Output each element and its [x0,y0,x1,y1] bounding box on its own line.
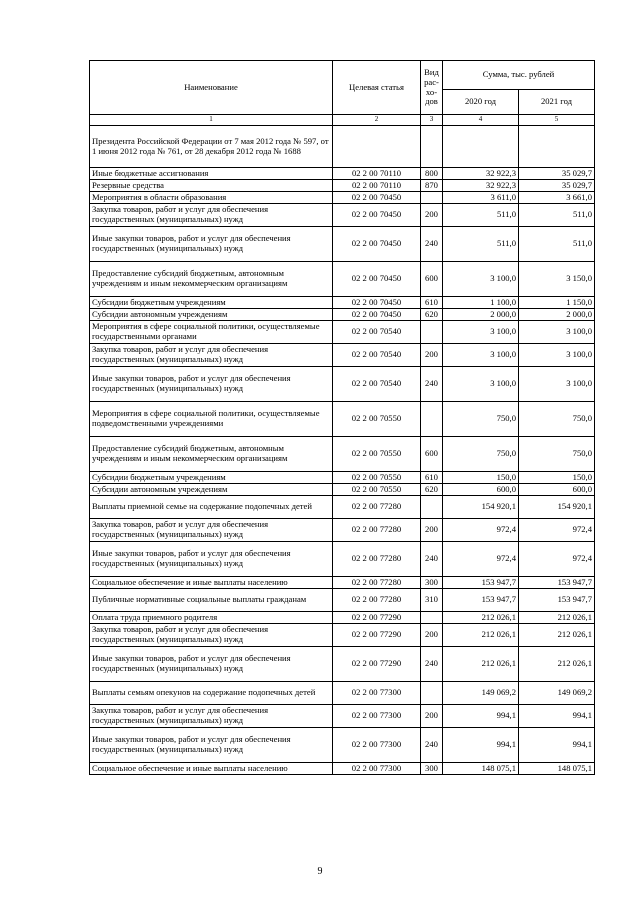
row-amount-2021-cell: 212 026,1 [519,624,595,647]
table-row [90,682,595,705]
row-amount-2021-cell: 1 150,0 [519,297,595,309]
column-number-row [90,115,595,126]
row-name-cell: Иные закупки товаров, работ и услуг для обеспечения государственных (муниципальных) нужд [90,728,333,763]
row-name-cell: Субсидии бюджетным учреждениям [90,297,333,309]
row-amount-2020-cell: 972,4 [443,519,519,542]
table-row [90,484,595,496]
row-amount-2020-cell: 750,0 [443,402,519,437]
row-expense-type-cell: 240 [421,728,443,763]
row-name-cell: Социальное обеспечение и иные выплаты населению [90,577,333,589]
row-target-article-cell: 02 2 00 70450 [333,204,421,227]
row-expense-type-cell: 240 [421,542,443,577]
row-expense-type-cell: 200 [421,624,443,647]
table-row [90,647,595,682]
row-amount-2020-cell: 153 947,7 [443,577,519,589]
row-name-cell: Мероприятия в сфере социальной политики, осуществляемые государственными органами [90,321,333,344]
row-expense-type-cell [421,612,443,624]
row-name-cell: Субсидии бюджетным учреждениям [90,472,333,484]
table-row [90,542,595,577]
row-amount-2020-cell: 3 611,0 [443,192,519,204]
table-row [90,728,595,763]
row-expense-type-cell: 240 [421,227,443,262]
row-amount-2020-cell: 3 100,0 [443,262,519,297]
row-amount-2021-cell: 153 947,7 [519,589,595,612]
table-row [90,577,595,589]
row-amount-2020-cell: 32 922,3 [443,168,519,180]
row-amount-2021-cell: 600,0 [519,484,595,496]
row-amount-2020-cell: 1 100,0 [443,297,519,309]
table-body [90,126,595,775]
row-amount-2021-cell: 994,1 [519,728,595,763]
row-target-article-cell: 02 2 00 70450 [333,309,421,321]
row-amount-2020-cell: 3 100,0 [443,344,519,367]
row-amount-2020-cell: 972,4 [443,542,519,577]
row-target-article-cell: 02 2 00 70110 [333,180,421,192]
row-name-cell: Закупка товаров, работ и услуг для обеспечения государственных (муниципальных) нужд [90,624,333,647]
row-expense-type-cell: 240 [421,367,443,402]
row-name-cell: Закупка товаров, работ и услуг для обеспечения государственных (муниципальных) нужд [90,705,333,728]
row-name-cell: Предоставление субсидий бюджетным, автономным учреждениям и иным некоммерческим организациям [90,437,333,472]
table-row [90,297,595,309]
table-row [90,763,595,775]
row-amount-2021-cell: 994,1 [519,705,595,728]
row-name-cell: Иные закупки товаров, работ и услуг для обеспечения государственных (муниципальных) нужд [90,367,333,402]
row-amount-2020-cell: 994,1 [443,705,519,728]
table-row [90,624,595,647]
row-amount-2021-cell: 153 947,7 [519,577,595,589]
row-amount-2021-cell: 3 100,0 [519,321,595,344]
row-amount-2020-cell: 153 947,7 [443,589,519,612]
row-target-article-cell: 02 2 00 70540 [333,367,421,402]
row-amount-2021-cell: 3 150,0 [519,262,595,297]
row-amount-2021-cell: 3 100,0 [519,367,595,402]
row-target-article-cell: 02 2 00 77280 [333,542,421,577]
row-amount-2021-cell: 2 000,0 [519,309,595,321]
row-amount-2021-cell: 154 920,1 [519,496,595,519]
row-name-cell: Президента Российской Федерации от 7 мая 2012 года № 597, от 1 июня 2012 года № 761, от 28 декабря 2012 года № 1688 [90,126,333,168]
row-expense-type-cell: 300 [421,763,443,775]
table-row [90,204,595,227]
row-expense-type-cell: 870 [421,180,443,192]
row-expense-type-cell: 200 [421,344,443,367]
row-amount-2020-cell: 511,0 [443,227,519,262]
row-amount-2021-cell: 150,0 [519,472,595,484]
row-expense-type-cell: 800 [421,168,443,180]
header-year-2021: 2021 год [519,90,595,115]
row-expense-type-cell: 600 [421,262,443,297]
row-expense-type-cell: 620 [421,309,443,321]
row-name-cell: Закупка товаров, работ и услуг для обеспечения государственных (муниципальных) нужд [90,344,333,367]
row-target-article-cell: 02 2 00 70450 [333,297,421,309]
row-target-article-cell: 02 2 00 77300 [333,682,421,705]
row-target-article-cell: 02 2 00 70450 [333,227,421,262]
row-name-cell: Предоставление субсидий бюджетным, автономным учреждениям и иным некоммерческим организациям [90,262,333,297]
column-number: 1 [90,115,333,126]
row-expense-type-cell [421,682,443,705]
table-row [90,589,595,612]
row-name-cell: Публичные нормативные социальные выплаты гражданам [90,589,333,612]
row-expense-type-cell [421,402,443,437]
table-row [90,612,595,624]
row-amount-2021-cell: 148 075,1 [519,763,595,775]
row-target-article-cell: 02 2 00 70550 [333,437,421,472]
column-number: 3 [421,115,443,126]
header-expense-type: Вид рас- хо- дов [421,61,443,115]
header-sum: Сумма, тыс. рублей [443,61,595,90]
row-expense-type-cell [421,321,443,344]
row-name-cell: Выплаты семьям опекунов на содержание подопечных детей [90,682,333,705]
row-target-article-cell: 02 2 00 77290 [333,612,421,624]
row-amount-2020-cell: 32 922,3 [443,180,519,192]
row-expense-type-cell: 300 [421,577,443,589]
row-target-article-cell: 02 2 00 70450 [333,262,421,297]
row-expense-type-cell: 310 [421,589,443,612]
row-target-article-cell: 02 2 00 77280 [333,577,421,589]
row-amount-2020-cell: 212 026,1 [443,612,519,624]
table-row [90,496,595,519]
row-amount-2020-cell: 994,1 [443,728,519,763]
row-amount-2021-cell: 212 026,1 [519,612,595,624]
row-target-article-cell [333,126,421,168]
row-name-cell: Иные закупки товаров, работ и услуг для обеспечения государственных (муниципальных) нужд [90,542,333,577]
row-amount-2021-cell: 511,0 [519,204,595,227]
row-target-article-cell: 02 2 00 70450 [333,192,421,204]
row-target-article-cell: 02 2 00 70550 [333,402,421,437]
row-expense-type-cell: 610 [421,472,443,484]
row-name-cell: Оплата труда приемного родителя [90,612,333,624]
row-name-cell: Иные закупки товаров, работ и услуг для обеспечения государственных (муниципальных) нужд [90,227,333,262]
table-row [90,367,595,402]
row-name-cell: Закупка товаров, работ и услуг для обеспечения государственных (муниципальных) нужд [90,204,333,227]
row-amount-2021-cell: 972,4 [519,519,595,542]
table-row [90,705,595,728]
row-name-cell: Субсидии автономным учреждениям [90,309,333,321]
row-name-cell: Иные закупки товаров, работ и услуг для обеспечения государственных (муниципальных) нужд [90,647,333,682]
table-row [90,402,595,437]
row-amount-2021-cell: 511,0 [519,227,595,262]
row-target-article-cell: 02 2 00 70550 [333,484,421,496]
row-amount-2020-cell [443,126,519,168]
row-expense-type-cell: 620 [421,484,443,496]
column-number: 4 [443,115,519,126]
row-target-article-cell: 02 2 00 77280 [333,589,421,612]
row-name-cell: Резервные средства [90,180,333,192]
row-amount-2021-cell: 3 661,0 [519,192,595,204]
row-name-cell: Мероприятия в сфере социальной политики, осуществляемые подведомственными учреждениями [90,402,333,437]
budget-table [89,60,595,775]
row-expense-type-cell: 200 [421,519,443,542]
row-amount-2020-cell: 3 100,0 [443,367,519,402]
row-target-article-cell: 02 2 00 77280 [333,496,421,519]
row-name-cell: Выплаты приемной семье на содержание подопечных детей [90,496,333,519]
row-expense-type-cell: 610 [421,297,443,309]
row-amount-2020-cell: 212 026,1 [443,624,519,647]
table-row [90,472,595,484]
row-amount-2020-cell: 511,0 [443,204,519,227]
row-amount-2021-cell: 750,0 [519,437,595,472]
column-number: 2 [333,115,421,126]
row-expense-type-cell [421,126,443,168]
row-target-article-cell: 02 2 00 70110 [333,168,421,180]
row-amount-2020-cell: 3 100,0 [443,321,519,344]
column-number: 5 [519,115,595,126]
header-name: Наименование [90,61,333,115]
table-row [90,437,595,472]
row-target-article-cell: 02 2 00 77290 [333,647,421,682]
page-number: 9 [317,866,323,877]
table-row [90,126,595,168]
row-target-article-cell: 02 2 00 70550 [333,472,421,484]
row-amount-2021-cell [519,126,595,168]
row-expense-type-cell: 600 [421,437,443,472]
header-target-article: Целевая статья [333,61,421,115]
table-row [90,180,595,192]
row-name-cell: Социальное обеспечение и иные выплаты населению [90,763,333,775]
row-target-article-cell: 02 2 00 77300 [333,728,421,763]
row-target-article-cell: 02 2 00 70540 [333,321,421,344]
table-row [90,168,595,180]
row-target-article-cell: 02 2 00 77280 [333,519,421,542]
row-amount-2021-cell: 35 029,7 [519,168,595,180]
table-header [90,61,595,126]
row-amount-2021-cell: 35 029,7 [519,180,595,192]
table-row [90,309,595,321]
row-name-cell: Иные бюджетные ассигнования [90,168,333,180]
table-row [90,227,595,262]
row-target-article-cell: 02 2 00 77290 [333,624,421,647]
row-amount-2020-cell: 750,0 [443,437,519,472]
header-year-2020: 2020 год [443,90,519,115]
row-amount-2020-cell: 600,0 [443,484,519,496]
row-target-article-cell: 02 2 00 77300 [333,705,421,728]
row-expense-type-cell [421,192,443,204]
row-expense-type-cell: 200 [421,705,443,728]
row-amount-2020-cell: 154 920,1 [443,496,519,519]
row-name-cell: Закупка товаров, работ и услуг для обеспечения государственных (муниципальных) нужд [90,519,333,542]
row-expense-type-cell: 240 [421,647,443,682]
row-amount-2021-cell: 750,0 [519,402,595,437]
row-expense-type-cell [421,496,443,519]
row-amount-2021-cell: 972,4 [519,542,595,577]
row-target-article-cell: 02 2 00 70540 [333,344,421,367]
table-row [90,321,595,344]
row-amount-2020-cell: 150,0 [443,472,519,484]
row-amount-2021-cell: 3 100,0 [519,344,595,367]
row-amount-2020-cell: 212 026,1 [443,647,519,682]
row-amount-2021-cell: 212 026,1 [519,647,595,682]
table-row [90,519,595,542]
table-row [90,192,595,204]
row-amount-2021-cell: 149 069,2 [519,682,595,705]
row-amount-2020-cell: 148 075,1 [443,763,519,775]
table-row [90,262,595,297]
table-row [90,344,595,367]
row-name-cell: Субсидии автономным учреждениям [90,484,333,496]
row-amount-2020-cell: 149 069,2 [443,682,519,705]
row-target-article-cell: 02 2 00 77300 [333,763,421,775]
row-name-cell: Мероприятия в области образования [90,192,333,204]
row-expense-type-cell: 200 [421,204,443,227]
row-amount-2020-cell: 2 000,0 [443,309,519,321]
